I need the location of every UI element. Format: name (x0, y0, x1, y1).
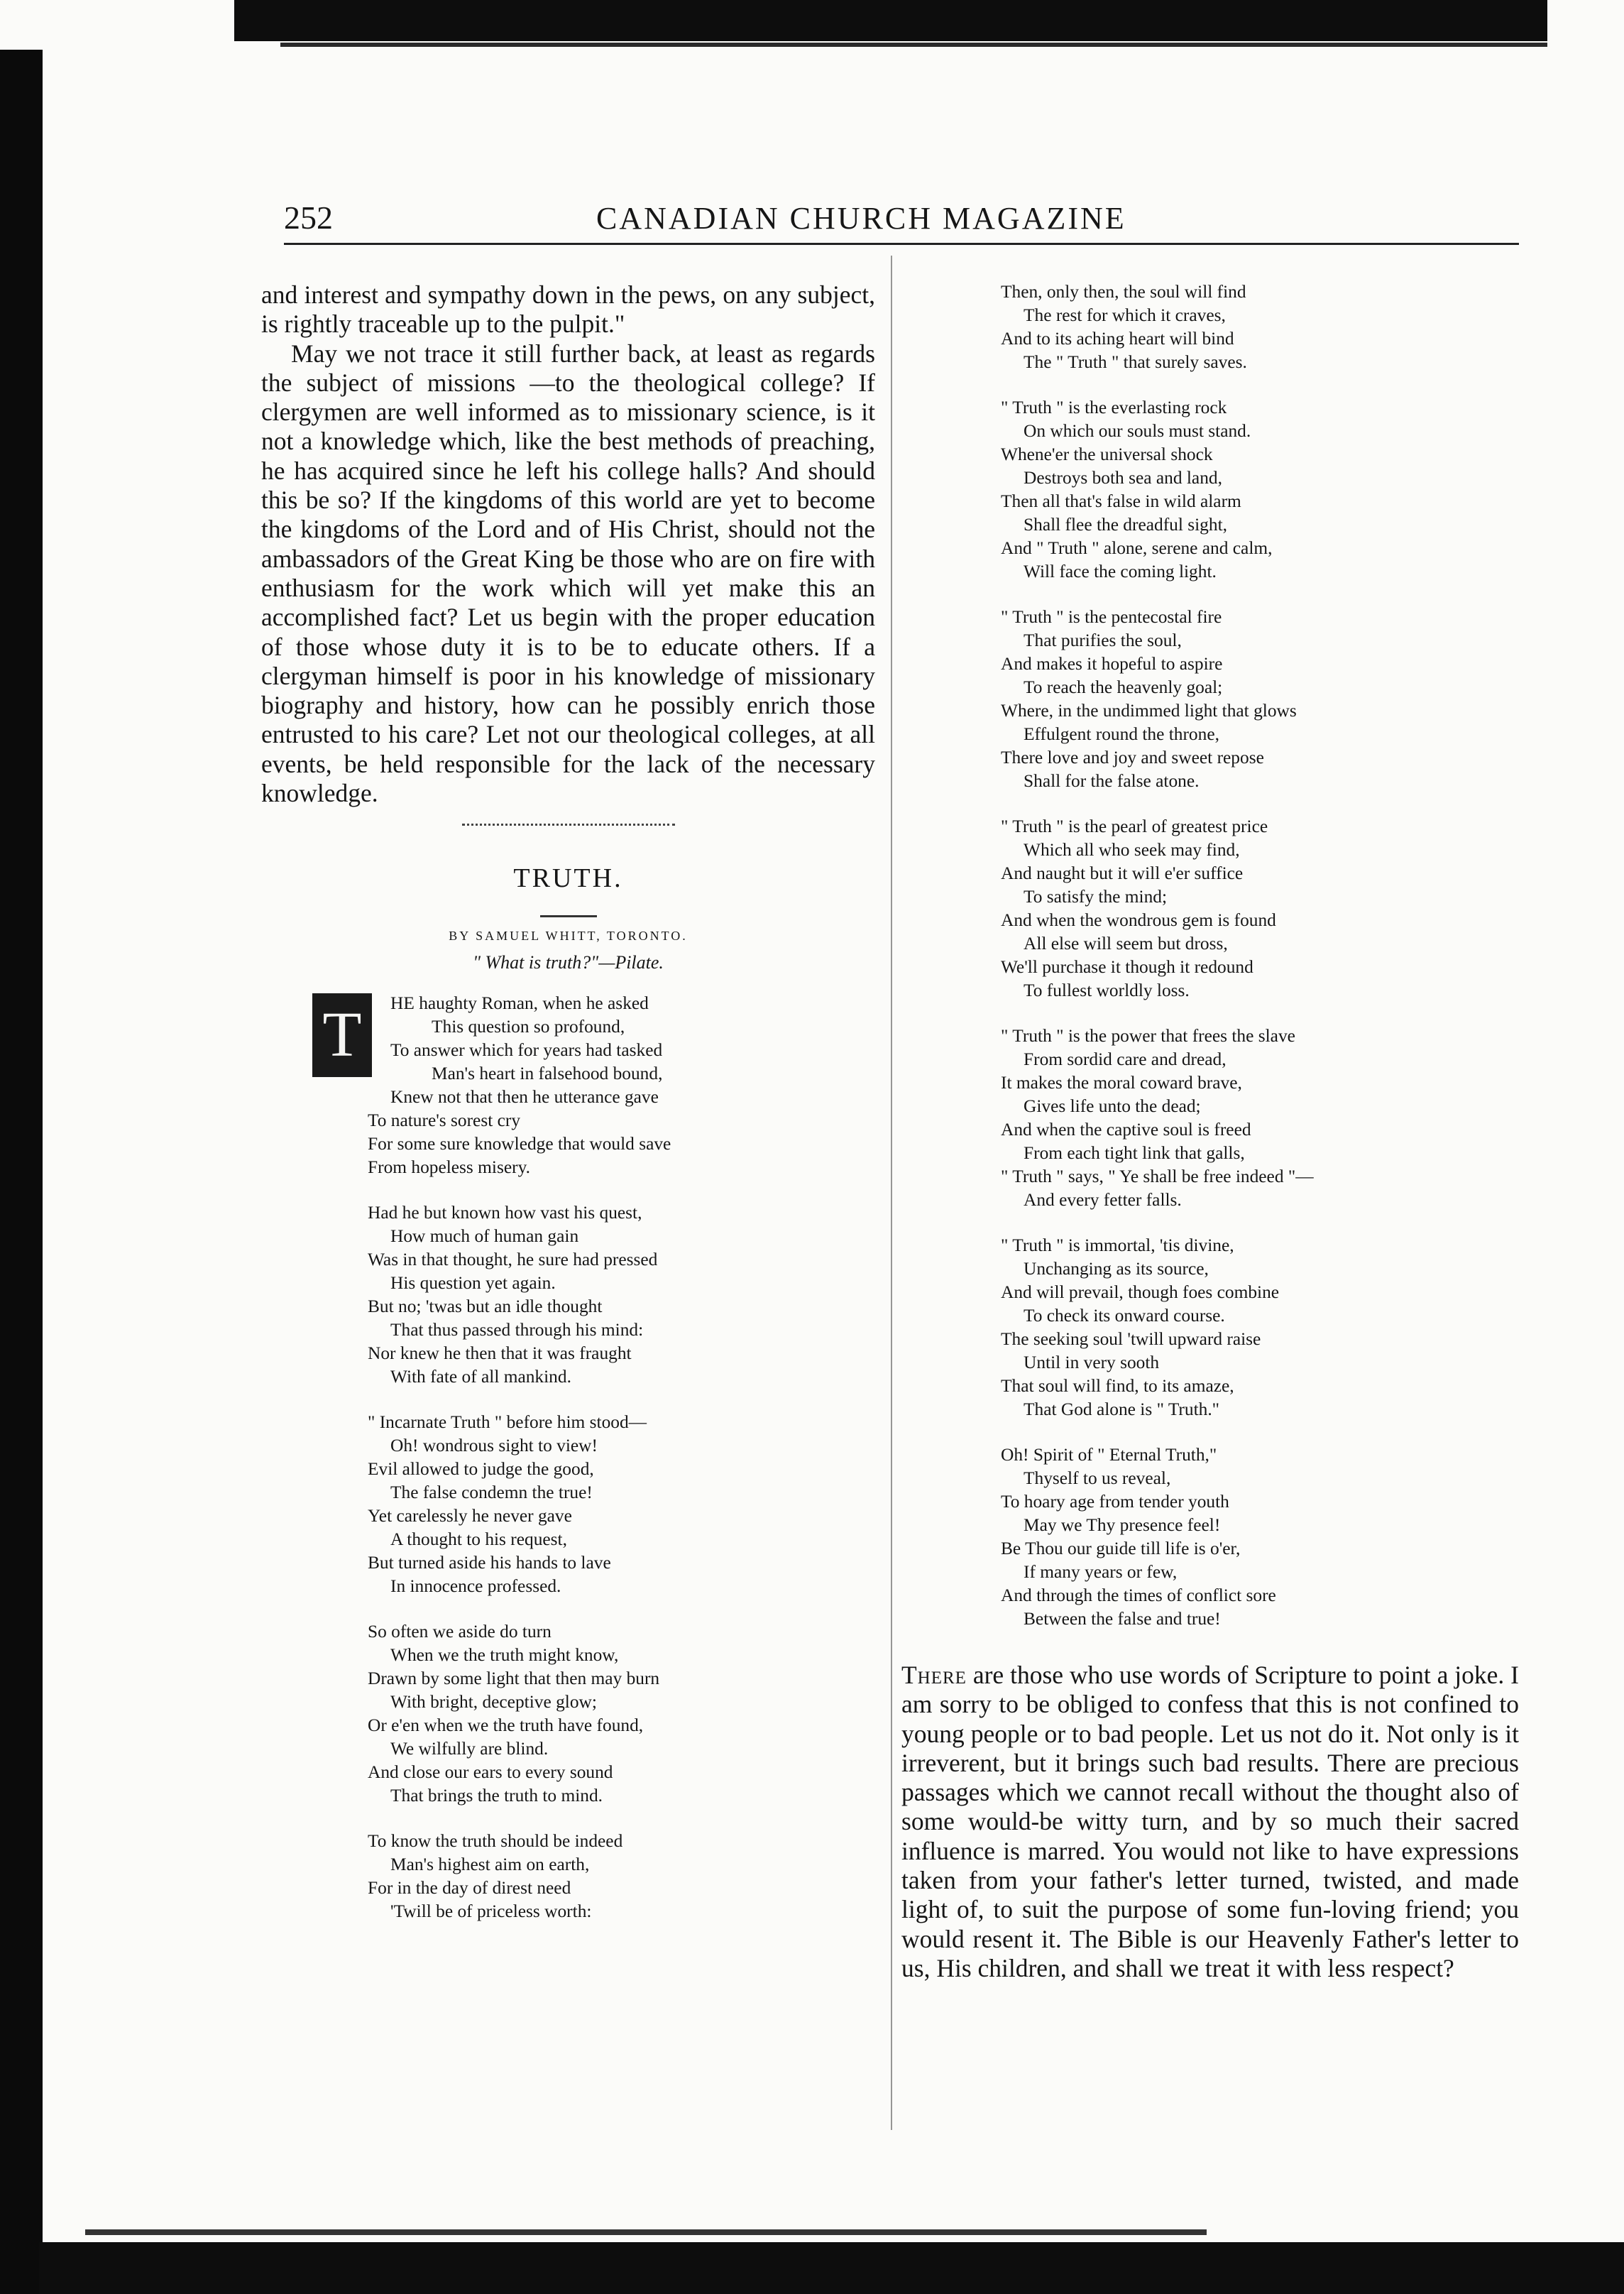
poem-epigraph: " What is truth?"—Pilate. (473, 952, 664, 973)
poem-line: And " Truth " alone, serene and calm, (1001, 538, 1273, 558)
poem-line: Shall for the false atone. (1024, 771, 1200, 791)
poem-line: To check its onward course. (1024, 1306, 1225, 1326)
poem-line: Shall flee the dreadful sight, (1024, 515, 1227, 535)
poem-line: Evil allowed to judge the good, (368, 1459, 594, 1480)
poem-line: From each tight link that galls, (1024, 1143, 1245, 1163)
scan-edge-bottom-rule (85, 2229, 1207, 2235)
poem-stanza (368, 1411, 875, 1598)
poem-line: The rest for which it craves, (1024, 305, 1226, 325)
poem-stanza (1001, 815, 1519, 1003)
poem-line: It makes the moral coward brave, (1001, 1073, 1242, 1093)
poem-line: Then all that's false in wild alarm (1001, 491, 1241, 511)
poem-line: Thyself to us reveal, (1024, 1468, 1171, 1488)
poem-line: His question yet again. (390, 1273, 556, 1294)
poem-line: That purifies the soul, (1024, 630, 1182, 650)
left-column (261, 280, 875, 1923)
poem-stanza (368, 1830, 875, 1923)
closing-text: are those who use words of Scripture to point a joke. I am sorry to be obliged to confess that this is not confined to young people or to bad people. Let us not do it. Not only is it irreverent, but it brings such bad results. There are precious passages which we cannot recall without the thought also of some would-be witty turn, and by so much their sacred influence is marred. You would not like to have expressions taken from your father's letter turned, twisted, and made light of, to suit the purpose of some fun-loving friend; you would resent it. The Bible is our Heavenly Father's letter to us, His children, and shall we treat it with less respect? (901, 1661, 1519, 1982)
poem-line: " Truth " says, " Ye shall be free indeed "— (1001, 1167, 1314, 1186)
poem-line: To hoary age from tender youth (1001, 1492, 1229, 1512)
poem-line: Man's highest aim on earth, (390, 1855, 590, 1875)
poem-line: How much of human gain (390, 1226, 579, 1247)
scan-edge-bottom (39, 2242, 1624, 2294)
poem-line: We wilfully are blind. (390, 1739, 549, 1759)
poem-line: And close our ears to every sound (368, 1762, 613, 1783)
poem-stanza (1001, 280, 1519, 374)
poem-line: On which our souls must stand. (1024, 421, 1251, 441)
title-rule (540, 915, 597, 917)
poem-line: HE haughty Roman, when he asked (390, 993, 649, 1014)
scan-edge-left (0, 50, 43, 2294)
poem-line: The " Truth " that surely saves. (1024, 352, 1247, 372)
poem-line: For some sure knowledge that would save (368, 1134, 671, 1154)
poem-line: From sordid care and dread, (1024, 1049, 1227, 1069)
poem-line: Knew not that then he utterance gave (390, 1087, 659, 1108)
poem-line: The false condemn the true! (390, 1482, 593, 1503)
poem-line: Was in that thought, he sure had pressed (368, 1250, 658, 1270)
poem-stanza (1001, 1234, 1519, 1421)
poem-line: So often we aside do turn (368, 1622, 552, 1642)
poem-line: Effulgent round the throne, (1024, 724, 1219, 744)
poem-line: Had he but known how vast his quest, (368, 1203, 642, 1223)
column-divider (891, 256, 892, 2130)
poem-line: With bright, deceptive glow; (390, 1692, 597, 1713)
poem-line: When we the truth might know, (390, 1645, 619, 1666)
poem-line: " Truth " is the pearl of greatest price (1001, 816, 1268, 836)
poem-byline: BY SAMUEL WHITT, TORONTO. (449, 929, 688, 944)
poem-line: " Truth " is immortal, 'tis divine, (1001, 1235, 1234, 1255)
poem-title: TRUTH. (513, 863, 623, 894)
poem-stanza (1001, 606, 1519, 793)
prose-paragraph: May we not trace it still further back, at least as regards the subject of missions —to the theological college? If clergymen are well informed as to missionary science, is it not a knowledge which, like the best methods of preaching, he has acquired since he left his college halls? And should this be so? If the kingdoms of this world are yet to become the kingdoms of the Lord and of His Christ, should not the ambassadors of the Great King be those who are on fire with enthusiasm for the work which will yet make this an accomplished fact? Let us begin with the proper education of those whose duty it is to be to educate others. If a clergyman himself is poor in his knowledge of missionary biography and history, how can he possibly enrich those entrusted to his care? Let not our theological colleges, at all events, be held responsible for the lack of the necessary knowledge. (261, 339, 875, 808)
poem-line: Whene'er the universal shock (1001, 444, 1213, 464)
poem-line: To fullest worldly loss. (1024, 981, 1190, 1000)
running-head: CANADIAN CHURCH MAGAZINE (596, 201, 1126, 236)
poem-line: " Truth " is the pentecostal fire (1001, 607, 1222, 627)
poem-right-part (901, 280, 1519, 1631)
poem-line: Oh! Spirit of " Eternal Truth," (1001, 1445, 1217, 1465)
poem-stanza (1001, 1443, 1519, 1631)
poem-line: From hopeless misery. (368, 1157, 530, 1178)
poem-line: To answer which for years had tasked (390, 1040, 663, 1061)
poem-line: That God alone is " Truth." (1024, 1399, 1220, 1419)
poem-stanza (1001, 396, 1519, 584)
poem-line: Nor knew he then that it was fraught (368, 1343, 632, 1364)
poem-line: For in the day of direst need (368, 1878, 571, 1899)
poem-line: " Incarnate Truth " before him stood— (368, 1412, 647, 1433)
poem-line: And makes it hopeful to aspire (1001, 654, 1223, 674)
poem-line: Man's heart in falsehood bound, (432, 1064, 663, 1084)
poem-line: Gives life unto the dead; (1024, 1096, 1201, 1116)
closing-paragraph (901, 1661, 1519, 1983)
poem-stanza (368, 1201, 875, 1389)
poem-line: And when the captive soul is freed (1001, 1120, 1251, 1140)
right-column (901, 280, 1519, 1983)
prose-continuation: and interest and sympathy down in the pews, on any subject, is rightly traceable up to the pulpit." (261, 280, 875, 339)
poem-stanza (368, 992, 875, 1179)
poem-line: " Truth " is the power that frees the slave (1001, 1026, 1295, 1046)
poem-left-part (261, 992, 875, 1923)
poem-line: Or e'en when we the truth have found, (368, 1715, 644, 1736)
poem-line: Until in very sooth (1024, 1353, 1160, 1372)
poem-line: With fate of all mankind. (390, 1367, 571, 1387)
poem-line: Then, only then, the soul will find (1001, 282, 1246, 302)
poem-line: To nature's sorest cry (368, 1110, 521, 1131)
poem-line: Drawn by some light that then may burn (368, 1668, 660, 1689)
poem-line: In innocence professed. (390, 1576, 561, 1597)
poem-line: To reach the heavenly goal; (1024, 677, 1223, 697)
poem-line: " Truth " is the everlasting rock (1001, 398, 1227, 417)
poem-line: Which all who seek may find, (1024, 840, 1240, 860)
poem-line: But turned aside his hands to lave (368, 1553, 611, 1573)
closing-lead-word: There (901, 1661, 967, 1689)
poem-line: 'Twill be of priceless worth: (390, 1901, 592, 1922)
poem-line: That thus passed through his mind: (390, 1320, 644, 1340)
poem-line: Where, in the undimmed light that glows (1001, 701, 1297, 721)
scan-edge-top-rule (280, 43, 1547, 47)
poem-line: Destroys both sea and land, (1024, 468, 1222, 488)
poem-line: That brings the truth to mind. (390, 1786, 603, 1806)
poem-line: And through the times of conflict sore (1001, 1585, 1276, 1605)
poem-line: Unchanging as its source, (1024, 1259, 1209, 1279)
poem-line: And will prevail, though foes combine (1001, 1282, 1280, 1302)
poem-stanza (368, 1620, 875, 1808)
poem-line: And every fetter falls. (1024, 1190, 1182, 1210)
poem-line: That soul will find, to its amaze, (1001, 1376, 1234, 1396)
poem-line: To satisfy the mind; (1024, 887, 1168, 907)
poem-line: Between the false and true! (1024, 1609, 1221, 1629)
drop-cap: T (312, 993, 372, 1077)
poem-line: Be Thou our guide till life is o'er, (1001, 1539, 1241, 1558)
poem-stanza (1001, 1025, 1519, 1212)
poem-line: Yet carelessly he never gave (368, 1506, 572, 1526)
poem-line: To know the truth should be indeed (368, 1831, 623, 1852)
header-rule (284, 243, 1519, 245)
poem-line: This question so profound, (432, 1017, 625, 1037)
poem-line: A thought to his request, (390, 1529, 567, 1550)
section-separator (462, 824, 675, 826)
poem-line: And to its aching heart will bind (1001, 329, 1234, 349)
poem-line: And naught but it will e'er suffice (1001, 863, 1244, 883)
poem-line: If many years or few, (1024, 1562, 1178, 1582)
poem-line: There love and joy and sweet repose (1001, 748, 1264, 768)
poem-line: Oh! wondrous sight to view! (390, 1436, 598, 1456)
poem-line: The seeking soul 'twill upward raise (1001, 1329, 1261, 1349)
poem-line: And when the wondrous gem is found (1001, 910, 1276, 930)
poem-line: Will face the coming light. (1024, 562, 1217, 581)
poem-line: All else will seem but dross, (1024, 934, 1228, 954)
poem-line: May we Thy presence feel! (1024, 1515, 1221, 1535)
page-number: 252 (284, 200, 333, 236)
poem-line: But no; 'twas but an idle thought (368, 1296, 603, 1317)
poem-line: We'll purchase it though it redound (1001, 957, 1253, 977)
scan-edge-top (234, 0, 1547, 41)
